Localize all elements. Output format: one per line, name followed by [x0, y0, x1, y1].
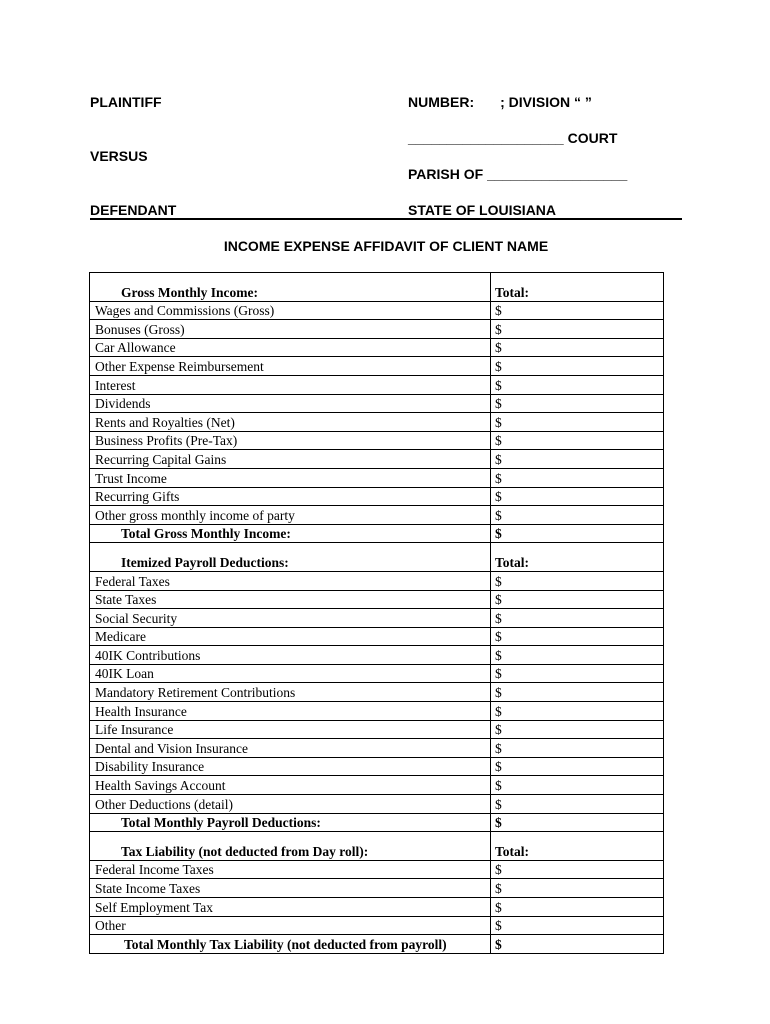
table-row: [90, 776, 664, 795]
table-row: [90, 468, 664, 487]
item-label: Trust Income: [90, 468, 491, 487]
defendant-label: DEFENDANT: [90, 202, 177, 218]
item-label: 40IK Loan: [90, 664, 491, 683]
amount-field[interactable]: $: [491, 898, 664, 917]
table-row: [90, 338, 664, 357]
item-label: Disability Insurance: [90, 757, 491, 776]
affidavit-table: [89, 272, 664, 954]
table-row: [90, 450, 664, 469]
total-column-heading: Total:: [491, 842, 664, 860]
table-row: [90, 320, 664, 339]
item-label: Social Security: [90, 609, 491, 628]
amount-field[interactable]: $: [491, 916, 664, 935]
parish-line: PARISH OF __________________: [408, 166, 628, 182]
section-heading-row: [90, 842, 664, 860]
item-label: Wages and Commissions (Gross): [90, 301, 491, 320]
amount-field[interactable]: $: [491, 431, 664, 450]
table-row: [90, 357, 664, 376]
amount-field[interactable]: $: [491, 338, 664, 357]
amount-field[interactable]: $: [491, 720, 664, 739]
spacer-cell: [491, 543, 664, 554]
case-number-label: [408, 94, 592, 110]
item-label: Rents and Royalties (Net): [90, 413, 491, 432]
table-row: [90, 916, 664, 935]
section-total-amount[interactable]: $: [491, 524, 664, 543]
spacer-cell: [491, 273, 664, 284]
section-total-row: [90, 813, 664, 832]
item-label: Recurring Gifts: [90, 487, 491, 506]
item-label: Life Insurance: [90, 720, 491, 739]
item-label: Bonuses (Gross): [90, 320, 491, 339]
section-total-row: [90, 935, 664, 954]
table-row: [90, 609, 664, 628]
table-row: [90, 664, 664, 683]
spacer-cell: [90, 832, 491, 843]
caption-divider: [90, 218, 682, 220]
item-label: Other: [90, 916, 491, 935]
table-row: [90, 590, 664, 609]
item-label: Other Expense Reimbursement: [90, 357, 491, 376]
amount-field[interactable]: $: [491, 860, 664, 879]
item-label: Car Allowance: [90, 338, 491, 357]
table-row: [90, 431, 664, 450]
section-total-amount[interactable]: $: [491, 935, 664, 954]
table-row: [90, 394, 664, 413]
item-label: Recurring Capital Gains: [90, 450, 491, 469]
item-label: Federal Income Taxes: [90, 860, 491, 879]
division-label: ; DIVISION “ ”: [500, 94, 592, 110]
spacer-cell: [90, 273, 491, 284]
table-row: [90, 879, 664, 898]
amount-field[interactable]: $: [491, 413, 664, 432]
section-heading-row: [90, 553, 664, 571]
amount-field[interactable]: $: [491, 609, 664, 628]
item-label: State Taxes: [90, 590, 491, 609]
amount-field[interactable]: $: [491, 357, 664, 376]
item-label: Mandatory Retirement Contributions: [90, 683, 491, 702]
item-label: State Income Taxes: [90, 879, 491, 898]
item-label: Self Employment Tax: [90, 898, 491, 917]
amount-field[interactable]: $: [491, 301, 664, 320]
total-column-heading: Total:: [491, 283, 664, 301]
amount-field[interactable]: $: [491, 450, 664, 469]
section-total-row: [90, 524, 664, 543]
amount-field[interactable]: $: [491, 571, 664, 590]
state-label: STATE OF LOUISIANA: [408, 202, 557, 218]
amount-field[interactable]: $: [491, 739, 664, 758]
section-spacer: [90, 273, 664, 284]
amount-field[interactable]: $: [491, 879, 664, 898]
table-row: [90, 646, 664, 665]
item-label: Health Savings Account: [90, 776, 491, 795]
table-row: [90, 795, 664, 814]
table-row: [90, 506, 664, 525]
table-row: [90, 487, 664, 506]
section-spacer: [90, 543, 664, 554]
document-title: INCOME EXPENSE AFFIDAVIT OF CLIENT NAME: [223, 238, 549, 254]
table-row: [90, 375, 664, 394]
plaintiff-label: PLAINTIFF: [90, 94, 162, 110]
item-label: Dental and Vision Insurance: [90, 739, 491, 758]
court-line: ____________________ COURT: [408, 130, 618, 146]
section-total-amount[interactable]: $: [491, 813, 664, 832]
item-label: Medicare: [90, 627, 491, 646]
item-label: 40IK Contributions: [90, 646, 491, 665]
amount-field[interactable]: $: [491, 506, 664, 525]
section-heading: Gross Monthly Income:: [90, 283, 491, 301]
table-row: [90, 413, 664, 432]
item-label: Other Deductions (detail): [90, 795, 491, 814]
section-total-label: Total Monthly Payroll Deductions:: [90, 813, 491, 832]
versus-label: VERSUS: [90, 148, 148, 164]
amount-field[interactable]: $: [491, 627, 664, 646]
amount-field[interactable]: $: [491, 375, 664, 394]
amount-field[interactable]: $: [491, 757, 664, 776]
spacer-cell: [491, 832, 664, 843]
amount-field[interactable]: $: [491, 664, 664, 683]
amount-field[interactable]: $: [491, 702, 664, 721]
table-row: [90, 860, 664, 879]
table-row: [90, 739, 664, 758]
number-label: NUMBER:: [408, 94, 475, 110]
section-heading: Tax Liability (not deducted from Day roll):: [90, 842, 491, 860]
table-row: [90, 301, 664, 320]
table-row: [90, 898, 664, 917]
table-row: [90, 720, 664, 739]
table-row: [90, 627, 664, 646]
amount-field[interactable]: $: [491, 683, 664, 702]
section-heading-row: [90, 283, 664, 301]
amount-field[interactable]: $: [491, 776, 664, 795]
amount-field[interactable]: $: [491, 487, 664, 506]
table-row: [90, 683, 664, 702]
item-label: Federal Taxes: [90, 571, 491, 590]
total-column-heading: Total:: [491, 553, 664, 571]
table-row: [90, 757, 664, 776]
table-row: [90, 702, 664, 721]
section-spacer: [90, 832, 664, 843]
amount-field[interactable]: $: [491, 590, 664, 609]
spacer-cell: [90, 543, 491, 554]
amount-field[interactable]: $: [491, 320, 664, 339]
table-row: [90, 571, 664, 590]
amount-field[interactable]: $: [491, 468, 664, 487]
item-label: Other gross monthly income of party: [90, 506, 491, 525]
amount-field[interactable]: $: [491, 646, 664, 665]
section-total-label: Total Gross Monthly Income:: [90, 524, 491, 543]
section-heading: Itemized Payroll Deductions:: [90, 553, 491, 571]
amount-field[interactable]: $: [491, 795, 664, 814]
section-total-label: Total Monthly Tax Liability (not deducted from payroll): [90, 935, 491, 954]
item-label: Dividends: [90, 394, 491, 413]
item-label: Interest: [90, 375, 491, 394]
item-label: Business Profits (Pre-Tax): [90, 431, 491, 450]
item-label: Health Insurance: [90, 702, 491, 721]
amount-field[interactable]: $: [491, 394, 664, 413]
